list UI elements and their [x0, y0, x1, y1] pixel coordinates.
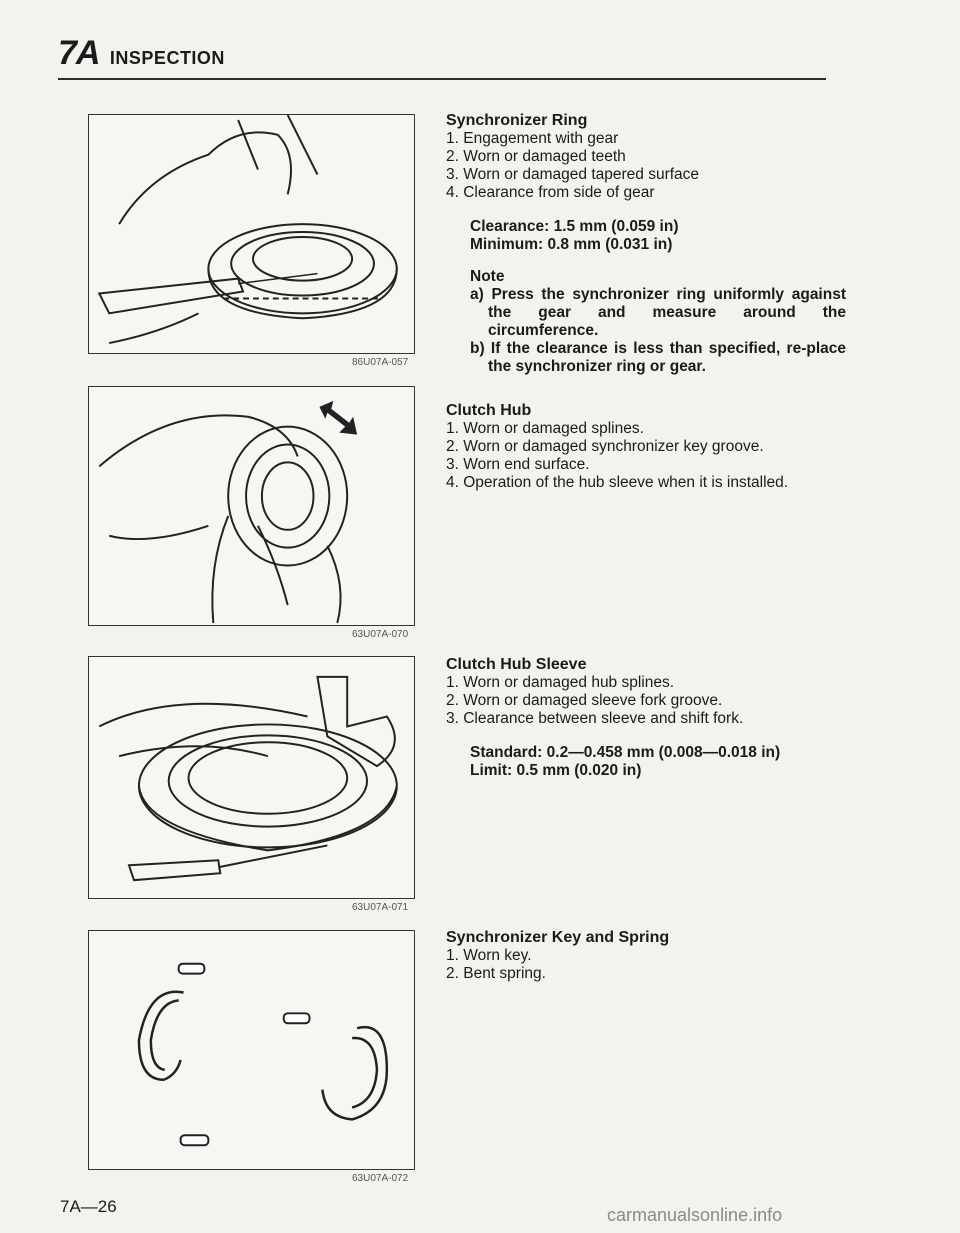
spec-block	[470, 218, 846, 254]
spec-line: Standard: 0.2—0.458 mm (0.008—0.018 in)	[470, 744, 781, 761]
list-item: 1. Worn key.	[446, 947, 532, 964]
figure-keys-springs	[88, 930, 415, 1170]
figure-id: 63U07A-070	[352, 629, 409, 640]
list-item: 2. Worn or damaged synchronizer key groove.	[446, 438, 764, 455]
section-clutch-hub	[446, 402, 846, 492]
section-heading: Synchronizer Key and Spring	[446, 929, 670, 946]
spec-line: Minimum: 0.8 mm (0.031 in)	[470, 236, 673, 253]
list-item: 2. Worn or damaged teeth	[446, 148, 626, 165]
figure-clutch-hub-sleeve	[88, 656, 415, 899]
figure-id: 86U07A-057	[352, 357, 409, 368]
list-item: 4. Clearance from side of gear	[446, 184, 655, 201]
spec-line: Limit: 0.5 mm (0.020 in)	[470, 762, 642, 779]
list-item: 1. Worn or damaged hub splines.	[446, 674, 675, 691]
section-synchronizer-ring	[446, 112, 846, 376]
header-rule	[58, 78, 826, 80]
watermark: carmanualsonline.info	[607, 1205, 783, 1225]
list-item: 4. Operation of the hub sleeve when it is installed.	[446, 474, 789, 491]
list-item: 3. Worn end surface.	[446, 456, 590, 473]
list-item: 2. Worn or damaged sleeve fork groove.	[446, 692, 723, 709]
list-item: 1. Engagement with gear	[446, 130, 619, 147]
spec-line: Clearance: 1.5 mm (0.059 in)	[470, 218, 679, 235]
note-item: b) If the clearance is less than specified, re-place the synchronizer ring or gear.	[470, 340, 846, 375]
page-header	[58, 34, 225, 73]
figure-synchronizer-ring	[88, 114, 415, 354]
figure-id: 63U07A-072	[352, 1173, 409, 1184]
spec-block	[470, 744, 846, 780]
clutch-hub-illustration	[89, 387, 414, 625]
chapter-number: 7A	[58, 34, 100, 72]
section-heading: Clutch Hub Sleeve	[446, 656, 587, 673]
clutch-hub-sleeve-illustration	[89, 657, 414, 898]
note-block	[470, 268, 846, 376]
synchronizer-ring-illustration	[89, 115, 414, 353]
keys-springs-illustration	[89, 931, 414, 1169]
list-item: 3. Clearance between sleeve and shift fork.	[446, 710, 744, 727]
section-heading: Clutch Hub	[446, 402, 532, 419]
note-title: Note	[470, 268, 505, 285]
note-item: a) Press the synchronizer ring uniformly against the gear and measure around the circumference.	[470, 286, 846, 339]
section-title: INSPECTION	[109, 48, 225, 68]
section-heading: Synchronizer Ring	[446, 112, 588, 129]
list-item: 1. Worn or damaged splines.	[446, 420, 644, 437]
section-clutch-hub-sleeve	[446, 656, 846, 780]
figure-id: 63U07A-071	[352, 902, 409, 913]
section-key-spring	[446, 929, 846, 983]
list-item: 3. Worn or damaged tapered surface	[446, 166, 700, 183]
page-number: 7A—26	[60, 1197, 117, 1216]
list-item: 2. Bent spring.	[446, 965, 546, 982]
figure-clutch-hub	[88, 386, 415, 626]
